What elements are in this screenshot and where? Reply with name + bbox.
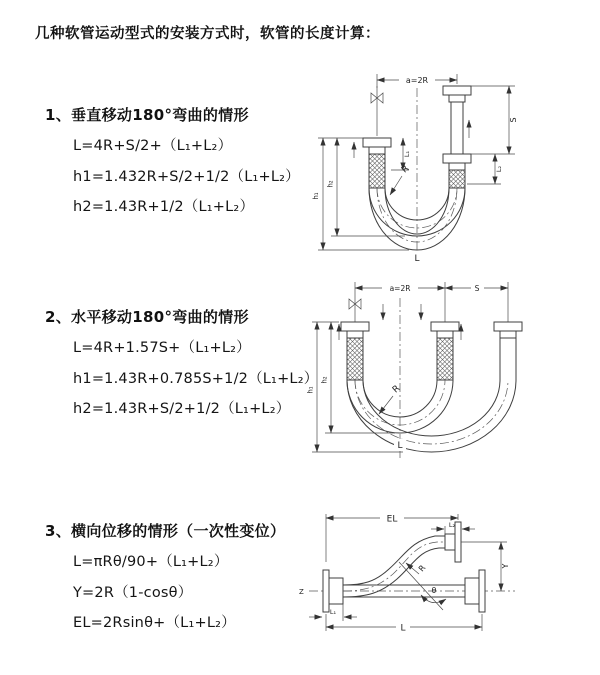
formula-y: Y=2R（1-cosθ） bbox=[73, 584, 193, 601]
l1-label: L₁ bbox=[329, 608, 337, 616]
page-title: 几种软管运动型式的安装方式时，软管的长度计算： bbox=[35, 26, 380, 42]
left-flange bbox=[323, 570, 343, 612]
dimension-h-outer bbox=[312, 138, 412, 250]
left-hose-fitting bbox=[341, 322, 369, 380]
formula-h1: h1=1.43R+0.785S+1/2（L₁+L₂） bbox=[73, 370, 319, 387]
shifted-hose-fitting bbox=[494, 322, 522, 380]
top-flange bbox=[455, 522, 461, 562]
formula-h2: h2=1.43R+1/2（L₁+L₂） bbox=[73, 199, 255, 215]
dimension-l2 bbox=[467, 154, 503, 184]
right-hose-fitting-positions bbox=[443, 86, 471, 188]
length-label: L bbox=[414, 254, 420, 264]
braided-section bbox=[369, 154, 385, 188]
section-lateral-displacement bbox=[45, 520, 285, 639]
theta-angle bbox=[421, 586, 446, 603]
fitting-length-arrows bbox=[383, 304, 421, 320]
section-horizontal-180 bbox=[45, 306, 318, 425]
formula-h2: h2=1.43R+S/2+1/2（L₁+L₂） bbox=[73, 401, 291, 417]
dimension-span bbox=[355, 282, 508, 322]
radius-label: R bbox=[399, 163, 412, 176]
section-1-heading: 1、垂直移动180°弯曲的情形 bbox=[45, 106, 249, 124]
h-outer-label: h₁ bbox=[312, 192, 320, 200]
formula-length: L=4R+1.57S+（L₁+L₂） bbox=[73, 340, 251, 356]
radius-callout bbox=[379, 384, 402, 414]
formula-length: L=4R+S/2+（L₁+L₂） bbox=[73, 138, 233, 154]
braided-section bbox=[449, 170, 465, 188]
axis-label: Z bbox=[299, 588, 304, 596]
vertical-180-bend-diagram bbox=[305, 62, 595, 264]
length-label: L bbox=[400, 623, 406, 634]
braided-section bbox=[437, 338, 453, 380]
length-label: L bbox=[397, 441, 403, 451]
el-label: EL bbox=[386, 514, 398, 525]
section-vertical-180 bbox=[45, 104, 300, 223]
s-label: S bbox=[474, 284, 480, 293]
dimension-el bbox=[326, 512, 458, 562]
middle-hose-fitting bbox=[431, 322, 459, 380]
s-label: S bbox=[509, 117, 518, 123]
dimension-l1 bbox=[391, 138, 411, 170]
horizontal-180-bend-diagram bbox=[303, 274, 600, 464]
formula-h1: h1=1.432R+S/2+1/2（L₁+L₂） bbox=[73, 168, 300, 185]
radius-callout bbox=[390, 164, 411, 195]
theta-label: θ bbox=[431, 586, 437, 595]
h-inner-label: h₂ bbox=[326, 180, 335, 188]
section-2-heading: 2、水平移动180°弯曲的情形 bbox=[45, 308, 249, 326]
h-outer-label: h₁ bbox=[306, 386, 315, 394]
y-label: Y bbox=[501, 563, 510, 569]
l2-label: L₂ bbox=[495, 165, 503, 173]
left-hose-fitting bbox=[363, 138, 391, 188]
span-label: a=2R bbox=[389, 284, 411, 293]
l2-label: L₂ bbox=[448, 521, 456, 529]
radius-label: R bbox=[390, 383, 403, 396]
section-3-heading: 3、横向位移的情形（一次性变位） bbox=[45, 522, 286, 540]
hose-u-bend-arcs bbox=[347, 380, 516, 452]
displaced-hose-curve bbox=[343, 522, 461, 597]
dimension-s bbox=[471, 86, 518, 154]
section-2-formulas bbox=[73, 333, 318, 425]
valve-icon bbox=[371, 86, 383, 136]
dimension-h-inner bbox=[327, 138, 406, 236]
lateral-displacement-diagram bbox=[295, 500, 600, 650]
braided-section bbox=[347, 338, 363, 380]
formula-length: L=πRθ/90+（L₁+L₂） bbox=[73, 554, 229, 570]
dimension-l1 bbox=[309, 604, 357, 621]
formula-el: EL=2Rsinθ+（L₁+L₂） bbox=[73, 615, 236, 631]
span-label: a=2R bbox=[405, 76, 429, 85]
l1-label: L₁ bbox=[403, 150, 411, 158]
radius-label: R bbox=[416, 563, 428, 574]
section-1-formulas bbox=[73, 131, 300, 223]
h-inner-label: h₂ bbox=[320, 376, 329, 384]
dimension-l2 bbox=[431, 521, 475, 534]
section-3-formulas bbox=[73, 547, 285, 639]
